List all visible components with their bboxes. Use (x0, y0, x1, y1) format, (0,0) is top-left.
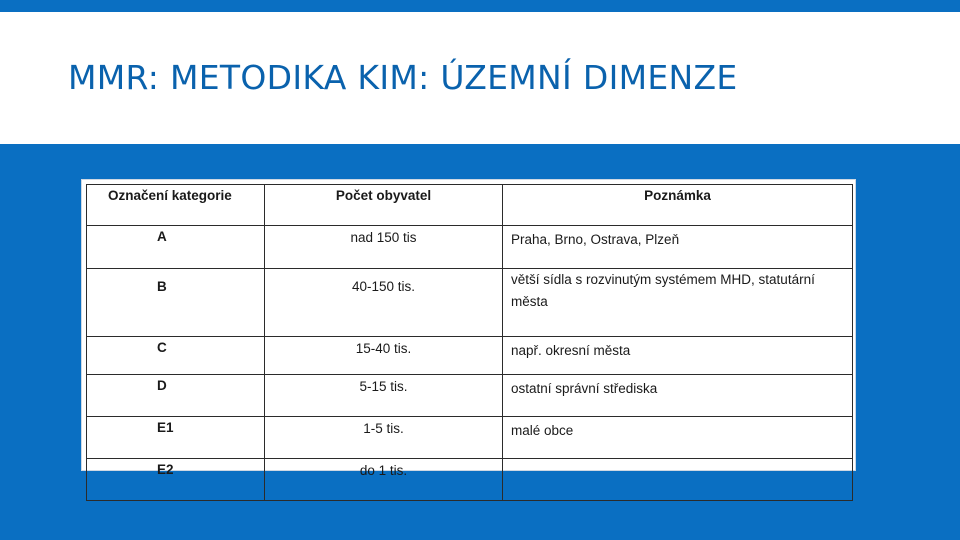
table-row (87, 375, 853, 417)
header-note: Poznámka (503, 185, 853, 226)
table-image-frame (81, 179, 856, 478)
note-cell: větší sídla s rozvinutým systémem MHD, statutární města (503, 269, 853, 337)
table-row (87, 337, 853, 375)
category-cell: E2 (87, 459, 265, 501)
table-row (87, 226, 853, 269)
category-cell: D (87, 375, 265, 417)
table-header-row (87, 185, 853, 226)
category-cell: B (87, 269, 265, 337)
note-text: Praha, Brno, Ostrava, Plzeň (511, 232, 680, 246)
note-cell: malé obce (503, 417, 853, 459)
table-row (87, 417, 853, 459)
note-cell (503, 226, 853, 269)
population-cell: 1-5 tis. (265, 417, 503, 459)
category-table (86, 184, 853, 501)
population-cell: 40-150 tis. (265, 269, 503, 337)
note-cell (503, 459, 853, 501)
note-cell: např. okresní města (503, 337, 853, 375)
note-cell: ostatní správní střediska (503, 375, 853, 417)
category-cell: E1 (87, 417, 265, 459)
category-cell: A (87, 226, 265, 269)
header-category: Označení kategorie (87, 185, 265, 226)
table-row (87, 459, 853, 501)
population-cell: do 1 tis. (265, 459, 503, 501)
population-text: nad 150 tis (350, 230, 417, 245)
table-row (87, 269, 853, 337)
header-population: Počet obyvatel (265, 185, 503, 226)
population-cell: 15-40 tis. (265, 337, 503, 375)
population-cell: 5-15 tis. (265, 375, 503, 417)
category-cell: C (87, 337, 265, 375)
population-cell (265, 226, 503, 269)
top-accent-strip (0, 0, 960, 12)
slide-title: MMR: METODIKA KIM: ÚZEMNÍ DIMENZE (68, 58, 738, 97)
